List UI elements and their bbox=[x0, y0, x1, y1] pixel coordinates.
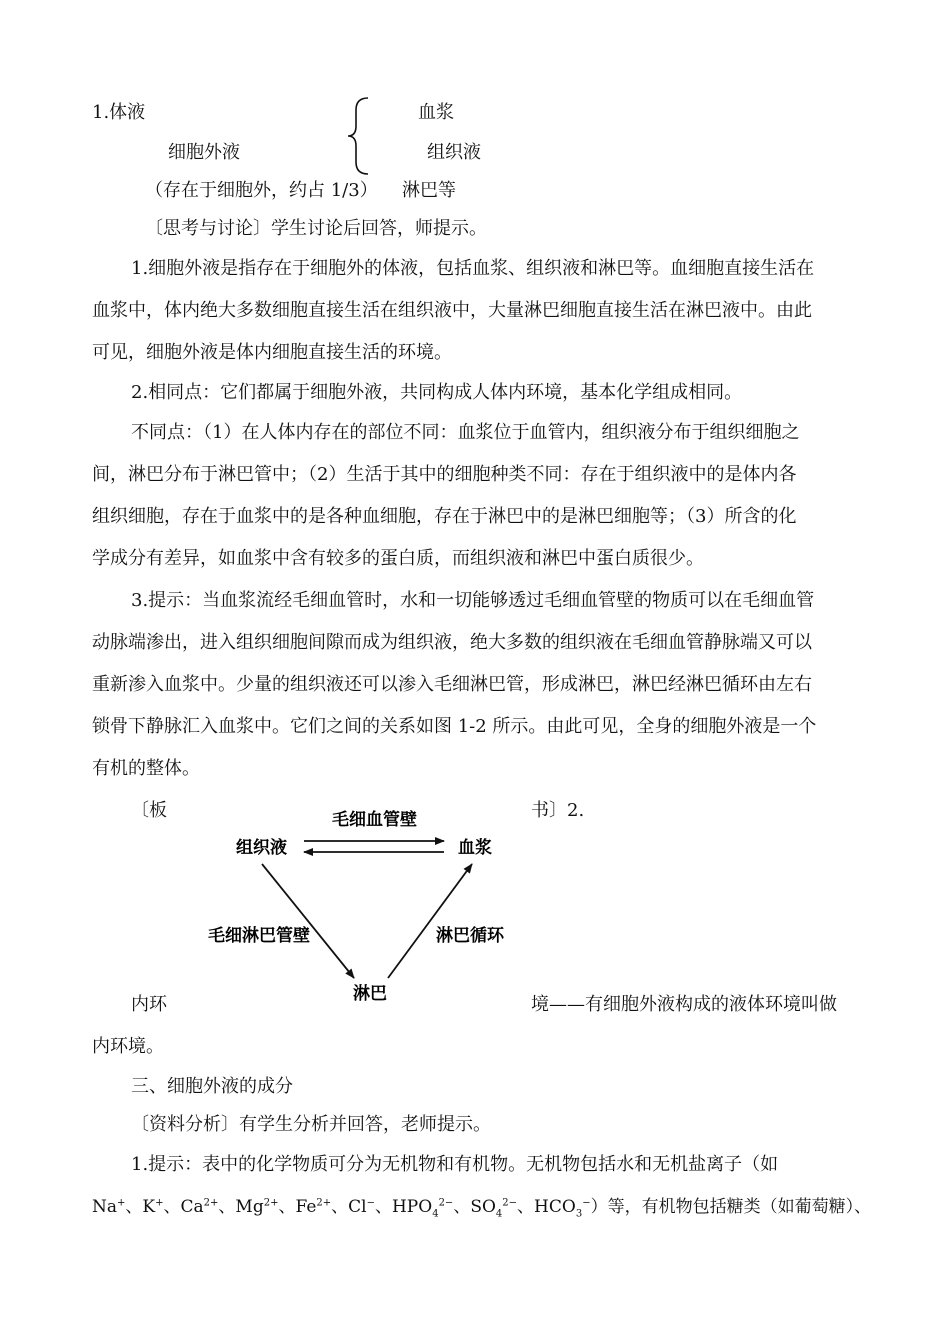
inner-env-left: 内环 bbox=[131, 994, 167, 1015]
diagram-capillary-wall: 毛细血管壁 bbox=[332, 810, 417, 830]
tissue-fluid-item: 组织液 bbox=[427, 142, 481, 163]
ion-list-tail: ）等，有机物包括糖类（如葡萄糖）、 bbox=[590, 1197, 872, 1217]
ion-list-line: Na+、K+、$Ca^{2+}$、$Mg^{2+}$、$Fe^{2+}$、Cl−、$HPO_4^{2-}$、$SO_4^{2-}$、$HCO_3^-$）等，有机物包括糖类（如葡萄糖）、 bbox=[92, 1197, 872, 1220]
diagram-lymph-circulation: 淋巴循环 bbox=[436, 926, 504, 946]
arrow-lymph-to-plasma bbox=[388, 864, 472, 978]
ion: Ca bbox=[180, 1197, 204, 1217]
paragraph-line: 2.相同点：它们都属于细胞外液，共同构成人体内环境，基本化学组成相同。 bbox=[131, 382, 743, 403]
paragraph-line: 1.细胞外液是指存在于细胞外的体液，包括血浆、组织液和淋巴等。血细胞直接生活在 bbox=[131, 258, 815, 279]
paragraph-line: 锁骨下静脉汇入血浆中。它们之间的关系如图 1-2 所示。由此可见，全身的细胞外液是一个 bbox=[92, 716, 817, 737]
board-label-right: 书〕2. bbox=[531, 800, 585, 821]
ion: Fe bbox=[295, 1197, 317, 1217]
paragraph-line: 动脉端渗出，进入组织细胞间隙而成为组织液，绝大多数的组织液在毛细血管静脉端又可以 bbox=[92, 632, 812, 653]
diagram-lymph: 淋巴 bbox=[353, 984, 387, 1004]
diagram-lymph-capillary-wall: 毛细淋巴管壁 bbox=[208, 926, 310, 946]
inner-env-right: 境——有细胞外液构成的液体环境叫做 bbox=[531, 994, 837, 1015]
diagram-plasma: 血浆 bbox=[458, 838, 492, 858]
arrow-to-lymph bbox=[262, 864, 354, 978]
inner-env-continuation: 内环境。 bbox=[92, 1036, 164, 1057]
analysis-heading: 〔资料分析〕有学生分析并回答，老师提示。 bbox=[131, 1114, 491, 1135]
ion: Cl bbox=[348, 1197, 367, 1217]
ion: SO bbox=[470, 1197, 496, 1217]
paragraph-line: 3.提示：当血浆流经毛细血管时，水和一切能够透过毛细血管壁的物质可以在毛细血管 bbox=[131, 590, 815, 611]
section-heading: 三、细胞外液的成分 bbox=[131, 1076, 293, 1097]
board-label-left: 〔板 bbox=[131, 800, 167, 821]
paragraph-line: 重新渗入血浆中。少量的组织液还可以渗入毛细淋巴管，形成淋巴，淋巴经淋巴循环由左右 bbox=[92, 674, 812, 695]
body-fluid-relation-diagram bbox=[200, 798, 530, 1010]
ion: K bbox=[142, 1197, 156, 1217]
lymph-item: 淋巴等 bbox=[402, 180, 456, 201]
paragraph-line: 可见，细胞外液是体内细胞直接生活的环境。 bbox=[92, 342, 452, 363]
discussion-heading: 〔思考与讨论〕学生讨论后回答，师提示。 bbox=[145, 218, 487, 239]
extracellular-note: （存在于细胞外，约占 1/3） bbox=[145, 180, 378, 201]
diagram-tissue-fluid: 组织液 bbox=[236, 838, 287, 858]
paragraph-line: 学成分有差异，如血浆中含有较多的蛋白质，而组织液和淋巴中蛋白质很少。 bbox=[92, 548, 704, 569]
paragraph-line: 1.提示：表中的化学物质可分为无机物和有机物。无机物包括水和无机盐离子（如 bbox=[131, 1154, 779, 1175]
ion: Mg bbox=[235, 1197, 264, 1217]
body-fluid-heading: 1.体液 bbox=[92, 102, 146, 123]
ion: HPO bbox=[391, 1197, 433, 1217]
paragraph-line: 组织细胞，存在于血浆中的是各种血细胞，存在于淋巴中的是淋巴细胞等；（3）所含的化 bbox=[92, 506, 797, 527]
paragraph-line: 间，淋巴分布于淋巴管中；（2）生活于其中的细胞种类不同：存在于组织液中的是体内各 bbox=[92, 464, 797, 485]
extracellular-label: 细胞外液 bbox=[168, 142, 240, 163]
ion: Na bbox=[92, 1197, 118, 1217]
paragraph-line: 不同点：（1）在人体内存在的部位不同：血浆位于血管内，组织液分布于组织细胞之 bbox=[131, 422, 800, 443]
plasma-item: 血浆 bbox=[418, 102, 454, 123]
paragraph-line: 有机的整体。 bbox=[92, 758, 200, 779]
curly-brace-icon bbox=[344, 96, 374, 176]
paragraph-line: 血浆中，体内绝大多数细胞直接生活在组织液中，大量淋巴细胞直接生活在淋巴液中。由此 bbox=[92, 300, 812, 321]
ion: HCO bbox=[534, 1197, 576, 1217]
